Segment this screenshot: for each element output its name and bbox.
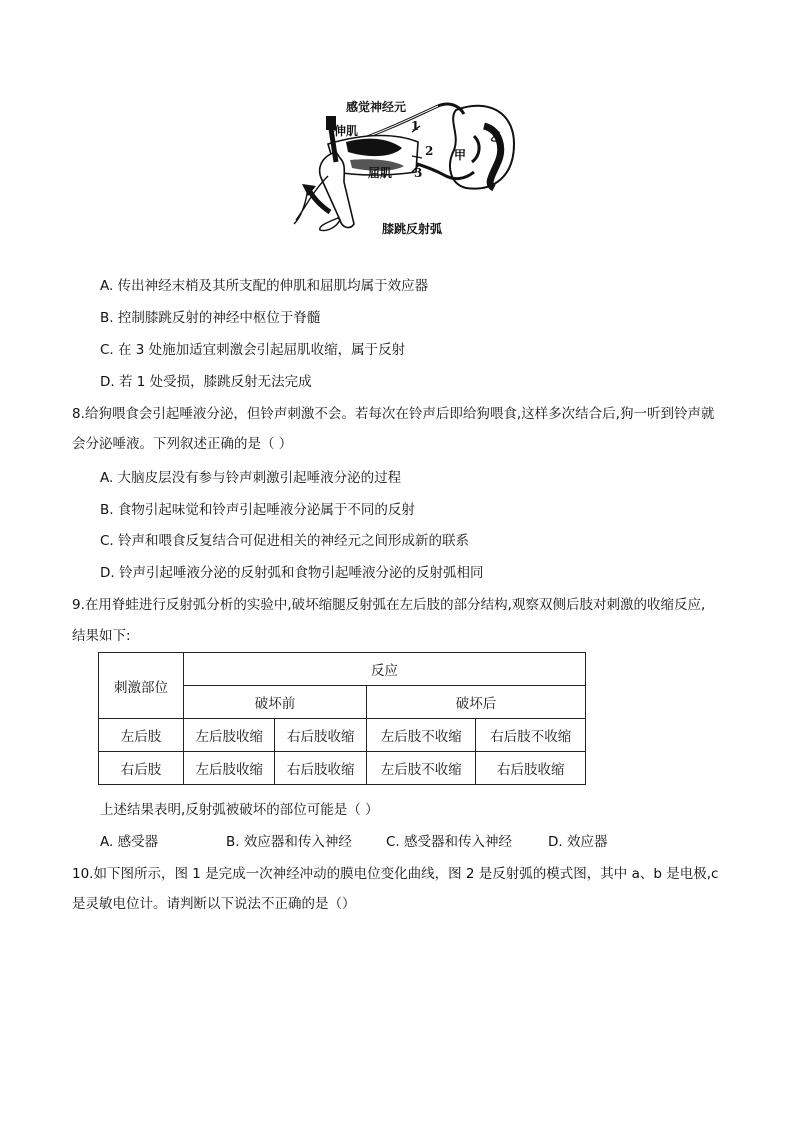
q7-option-b: B. 控制膝跳反射的神经中枢位于脊髓 bbox=[100, 310, 321, 326]
q9-option-b: B. 效应器和传入神经 bbox=[226, 834, 352, 850]
q10-stem-line1: 10.如下图所示，图 1 是完成一次神经冲动的膜电位变化曲线，图 2 是反射弧的模式图，其中 a、b 是电极,c bbox=[72, 866, 719, 882]
q8-option-d: D. 铃声引起唾液分泌的反射弧和食物引起唾液分泌的反射弧相同 bbox=[100, 565, 484, 581]
q9-option-d: D. 效应器 bbox=[548, 834, 608, 850]
table-cell: 左后肢不收缩 bbox=[366, 719, 476, 752]
figure-caption: 膝跳反射弧 bbox=[382, 222, 443, 236]
header-stimulus-site: 刺激部位 bbox=[99, 653, 184, 719]
table-cell: 右后肢不收缩 bbox=[476, 719, 586, 752]
q10-stem-line2: 是灵敏电位计。请判断以下说法不正确的是（） bbox=[72, 896, 356, 912]
jia-label: 甲 bbox=[454, 148, 467, 162]
marker-2: 2 bbox=[425, 144, 434, 158]
extensor-label: 伸肌 bbox=[334, 124, 359, 138]
q9-stem-line1: 9.在用脊蛙进行反射弧分析的实验中,破坏缩腿反射弧在左后肢的部分结构,观察双侧后肢对刺激的收缩反应, bbox=[72, 597, 706, 613]
q7-option-c: C. 在 3 处施加适宜刺激会引起屈肌收缩，属于反射 bbox=[100, 342, 406, 358]
results-table bbox=[98, 652, 586, 785]
q9-option-c: C. 感受器和传入神经 bbox=[386, 834, 513, 850]
q8-option-a: A. 大脑皮层没有参与铃声刺激引起唾液分泌的过程 bbox=[100, 470, 402, 486]
table-cell: 左后肢 bbox=[99, 719, 184, 752]
table-row bbox=[99, 752, 586, 785]
q7-option-d: D. 若 1 处受损，膝跳反射无法完成 bbox=[100, 374, 312, 390]
q8-option-b: B. 食物引起味觉和铃声引起唾液分泌属于不同的反射 bbox=[100, 502, 415, 518]
q9-option-a: A. 感受器 bbox=[100, 834, 159, 850]
table-cell: 右后肢收缩 bbox=[275, 719, 366, 752]
table-cell: 右后肢收缩 bbox=[476, 752, 586, 785]
table-cell: 左后肢不收缩 bbox=[366, 752, 476, 785]
q9-conclusion: 上述结果表明,反射弧被破坏的部位可能是（ ） bbox=[100, 802, 379, 818]
q9-stem-line2: 结果如下: bbox=[72, 628, 131, 644]
q8-option-c: C. 铃声和喂食反复结合可促进相关的神经元之间形成新的联系 bbox=[100, 533, 470, 549]
table-row bbox=[99, 719, 586, 752]
marker-1: 1 bbox=[411, 119, 420, 133]
table-cell: 左后肢收缩 bbox=[184, 752, 275, 785]
knee-jerk-reflex-figure bbox=[288, 92, 518, 242]
q8-stem-line1: 8.给狗喂食会引起唾液分泌，但铃声刺激不会。若每次在铃声后即给狗喂食,这样多次结合后,狗一听到铃声就 bbox=[72, 406, 715, 422]
yi-label: 乙 bbox=[490, 130, 503, 144]
sensory-neuron-label: 感觉神经元 bbox=[346, 100, 407, 114]
header-reaction: 反应 bbox=[184, 653, 586, 686]
marker-3: 3 bbox=[414, 166, 423, 180]
table-cell: 右后肢 bbox=[99, 752, 184, 785]
q8-stem-line2: 会分泌唾液。下列叙述正确的是（ ） bbox=[72, 436, 293, 452]
table-cell: 右后肢收缩 bbox=[275, 752, 366, 785]
table-cell: 左后肢收缩 bbox=[184, 719, 275, 752]
q7-option-a: A. 传出神经末梢及其所支配的伸肌和屈肌均属于效应器 bbox=[100, 278, 429, 294]
header-before: 破坏前 bbox=[184, 686, 367, 719]
header-after: 破坏后 bbox=[366, 686, 585, 719]
flexor-label: 屈肌 bbox=[368, 166, 393, 180]
